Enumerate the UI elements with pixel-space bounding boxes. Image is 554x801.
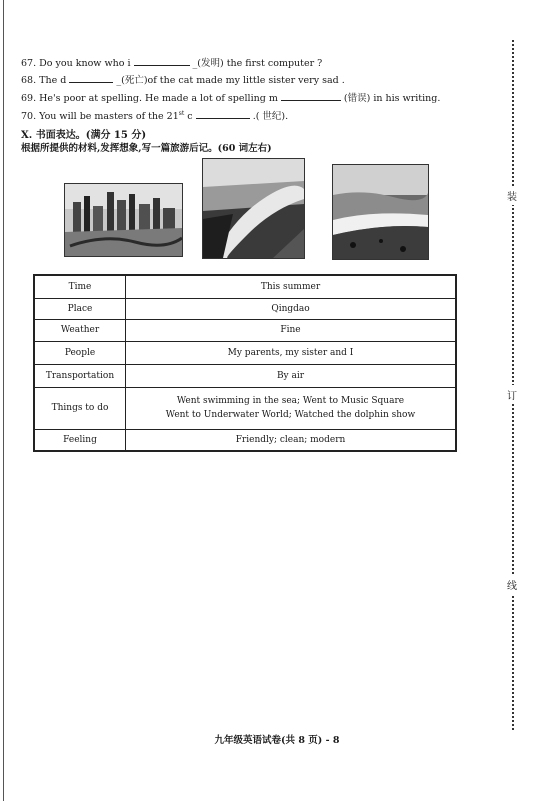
question-68-hint: _(死亡)of the cat made my little sister very sad . bbox=[116, 75, 345, 86]
binding-char-ding: 订 bbox=[507, 385, 517, 404]
table-label: Time bbox=[34, 275, 126, 298]
question-70-superscript: st bbox=[178, 110, 185, 117]
binding-char-zhuang: 装 bbox=[507, 186, 517, 205]
table-row-people bbox=[34, 341, 456, 364]
question-70-text: 70. You will be masters of the 21 bbox=[21, 111, 179, 123]
table-value: Qingdao bbox=[126, 298, 457, 319]
question-69-text: 69. He's poor at spelling. He made a lot of spelling m bbox=[21, 93, 278, 104]
question-70 bbox=[21, 108, 288, 123]
table-value: This summer bbox=[126, 275, 457, 298]
question-68-text: 68. The d bbox=[21, 75, 67, 86]
question-69-hint: (错误) in his writing. bbox=[343, 93, 441, 104]
table-value: Fine bbox=[126, 319, 457, 341]
table-label: Weather bbox=[34, 319, 126, 341]
table-value-line-1: Went swimming in the sea; Went to Music Square bbox=[176, 396, 405, 406]
travel-info-table bbox=[33, 274, 457, 452]
table-label: People bbox=[34, 341, 126, 364]
table-label: Feeling bbox=[34, 429, 126, 451]
binding-char-xian: 线 bbox=[507, 575, 517, 594]
question-67 bbox=[21, 56, 322, 70]
beach-shore-photo bbox=[332, 164, 429, 260]
section-title: X. 书面表达。(满分 15 分) bbox=[21, 130, 147, 141]
table-row-transportation bbox=[34, 364, 456, 387]
question-70-text-c: c bbox=[184, 111, 193, 123]
table-value: My parents, my sister and I bbox=[126, 341, 457, 364]
table-row-weather bbox=[34, 319, 456, 341]
section-instruction: 根据所提供的材料,发挥想象,写一篇旅游后记。(60 词左右) bbox=[21, 143, 272, 154]
table-label: Place bbox=[34, 298, 126, 319]
table-row-place bbox=[34, 298, 456, 319]
table-row-time bbox=[34, 275, 456, 298]
page-left-edge bbox=[3, 0, 4, 801]
answer-blank-68[interactable] bbox=[69, 73, 113, 83]
table-value bbox=[126, 387, 457, 429]
answer-blank-69[interactable] bbox=[281, 91, 341, 101]
table-row-feeling bbox=[34, 429, 456, 451]
table-value-line-2: Went to Underwater World; Watched the dolphin show bbox=[165, 410, 416, 420]
city-skyline-photo bbox=[64, 183, 183, 257]
question-69 bbox=[21, 91, 440, 105]
table-label: Things to do bbox=[34, 387, 126, 429]
page-footer: 九年级英语试卷(共 8 页) - 8 bbox=[214, 735, 340, 746]
table-value: By air bbox=[126, 364, 457, 387]
table-row-things-to-do bbox=[34, 387, 456, 429]
answer-blank-67[interactable] bbox=[134, 56, 190, 66]
answer-blank-70[interactable] bbox=[196, 109, 250, 119]
question-68 bbox=[21, 73, 345, 87]
coastal-road-photo bbox=[202, 158, 305, 259]
table-value: Friendly; clean; modern bbox=[126, 429, 457, 451]
question-67-text: 67. Do you know who i bbox=[21, 58, 131, 69]
question-67-hint: _(发明) the first computer ? bbox=[192, 58, 323, 69]
question-70-hint: .( 世纪). bbox=[252, 111, 289, 123]
table-label: Transportation bbox=[34, 364, 126, 387]
